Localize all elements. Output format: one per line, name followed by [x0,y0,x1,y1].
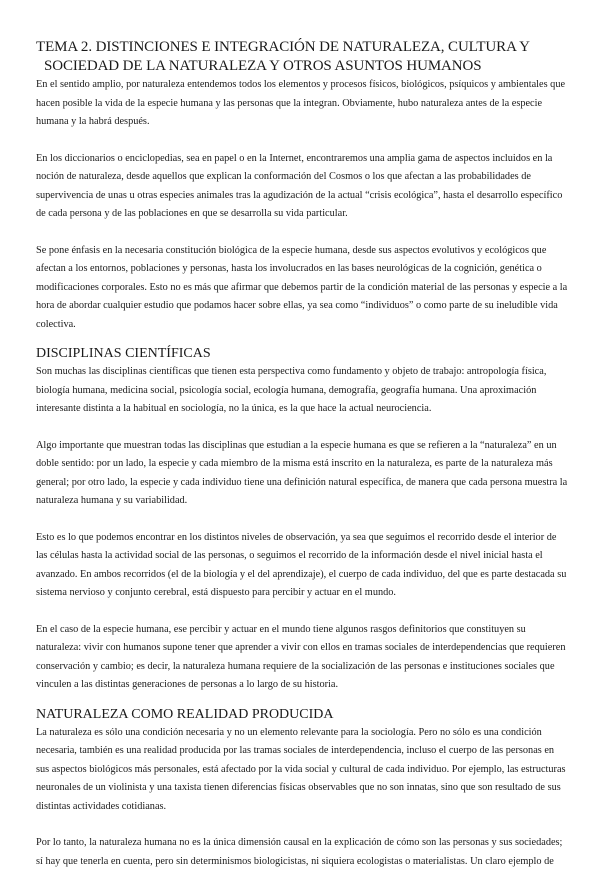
section-heading-disciplinas: DISCIPLINAS CIENTÍFICAS [36,346,211,361]
section1-paragraph-4: En el caso de la especie humana, ese percibir y actuar en el mundo tiene algunos rasgos definitorios que constituyen su naturaleza: vivir con humanos supone tener que aprender a vivir con ellos en tramas sociales de interdependencias que requieren conservación y cambio; es decir, la naturaleza humana requiere de la socialización de las personas e instituciones sociales que vinculen a las distintas generaciones de personas a lo largo de su historia. [36,623,566,690]
document-title: TEMA 2. DISTINCIONES E INTEGRACIÓN DE NATURALEZA, CULTURA Y SOCIEDAD DE LA NATURALEZA Y OTROS ASUNTOS HUMANOS [36,39,530,74]
intro-paragraph-3: Se pone énfasis en la necesaria constitución biológica de la especie humana, desde sus aspectos evolutivos y ecológicos que afectan a los entornos, poblaciones y personas, hasta los involucrados en las bases neurológicas de la cognición, genética o modificaciones corporales. Esto no es más que afirmar que debemos partir de la condición material de las personas y especie a la hora de abordar cualquier estudio que podamos hacer sobre ellas, ya sea como “individuos” o como parte de su ineludible vida colectiva. [36,244,568,330]
document-page [36,38,568,871]
section1-paragraph-1: Son muchas las disciplinas científicas que tienen esta perspectiva como fundamento y objeto de trabajo: antropología física, biología humana, medicina social, psicología social, ecología humana, demografía, geografía humana. Una aproximación interesante distinta a la habitual en sociología, no la única, es la que hace la actual neurociencia. [36,366,547,414]
section1-paragraph-2: Algo importante que muestran todas las disciplinas que estudian a la especie humana es que se refieren a la “naturaleza” en un doble sentido: por un lado, la especie y cada miembro de la misma está inscrito en la naturaleza, es parte de la naturaleza más general; por otro lado, la especie y cada individuo tiene una definición natural específica, de manera que cada persona muestra la naturaleza humana y su variabilidad. [36,439,568,506]
intro-paragraph-1: En el sentido amplio, por naturaleza entendemos todos los elementos y procesos físicos, biológicos, psíquicos y ambientales que hacen posible la vida de la especie humana y las personas que la integran. Obviamente, hubo naturaleza antes de la especie humana y la habrá después. [36,79,566,127]
section1-paragraph-3: Esto es lo que podemos encontrar en los distintos niveles de observación, ya sea que seguimos el recorrido desde el interior de las células hasta la actividad social de las personas, o seguimos el recorrido de la información desde el nivel inicial hasta el avanzado. En ambos recorridos (el de la biología y el del aprendizaje), el cuerpo de cada individuo, del que es parte destacada su sistema nervioso y conjunto cerebral, está dispuesto para percibir y actuar en el mundo. [36,531,567,598]
intro-paragraph-2: En los diccionarios o enciclopedias, sea en papel o en la Internet, encontraremos una amplia gama de aspectos incluidos en la noción de naturaleza, desde aquellos que explican la conformación del Cosmos o los que afectan a las probabilidades de supervivencia de unas u otras especies animales tras la agudización de la actual “crisis ecológica”, hasta el desarrollo específico de cada persona y de las poblaciones en que se desarrolla su vida particular. [36,152,563,219]
section2-paragraph-1: La naturaleza es sólo una condición necesaria y no un elemento relevante para la sociología. Pero no sólo es una condición necesaria, también es una realidad producida por las tramas sociales de interdependencia, incluso el cuerpo de las personas en sus aspectos biológicos más personales, está afectado por la vida social y cultural de cada individuo. Por ejemplo, las estructuras neuronales de un violinista y una taxista tienen diferencias físicas observables que no son innatas, sino que son resultado de sus distintas actividades cotidianas. [36,726,566,812]
section2-paragraph-2: Por lo tanto, la naturaleza humana no es la única dimensión causal en la explicación de cómo son las personas y sus sociedades; sí hay que tenerla en cuenta, pero sin determinismos biologicistas, ni siquiera ecologistas o materialistas. Un claro ejemplo de [36,837,563,867]
section-heading-naturaleza-producida: NATURALEZA COMO REALIDAD PRODUCIDA [36,706,334,722]
